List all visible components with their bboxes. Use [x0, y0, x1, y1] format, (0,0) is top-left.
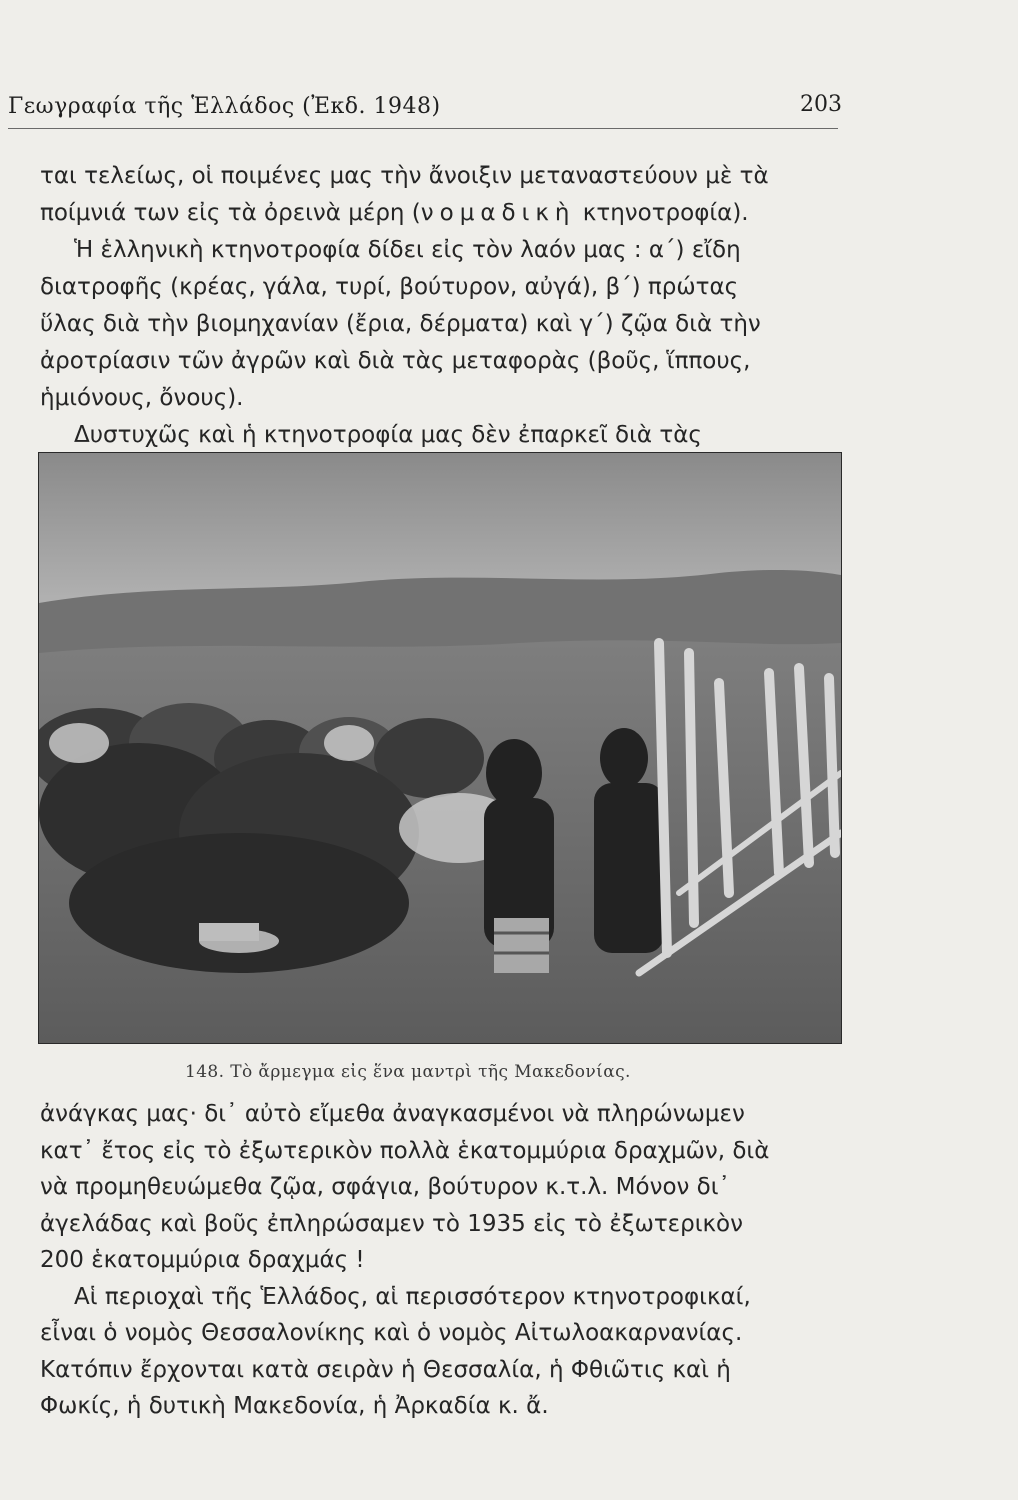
text-line: ὕλας διὰ τὴν βιομηχανίαν (ἔρια, δέρματα) καὶ γ΄) ζῷα διὰ τὴν: [40, 311, 761, 337]
text-line: Δυστυχῶς καὶ ἡ κτηνοτροφία μας δὲν ἐπαρκεῖ διὰ τὰς: [74, 422, 702, 448]
page-number: 203: [800, 92, 842, 117]
text-line: ἀροτρίασιν τῶν ἀγρῶν καὶ διὰ τὰς μεταφορὰς (βοῦς, ἵππους,: [40, 348, 751, 374]
text-line: [40, 195, 840, 232]
text-line: ἀνάγκας μας· δι᾽ αὐτὸ εἴμεθα ἀναγκασμένοι νὰ πληρώνωμεν: [40, 1101, 745, 1127]
text-line: διατροφῆς (κρέας, γάλα, τυρί, βούτυρον, αὐγά), β΄) πρώτας: [40, 274, 739, 300]
stone: [199, 923, 259, 941]
text-line: Ἡ ἑλληνικὴ κτηνοτροφία δίδει εἰς τὸν λαόν μας : α΄) εἴδη: [74, 237, 741, 263]
text-line: Φωκίς, ἡ δυτικὴ Μακεδονία, ἡ Ἀρκαδία κ. ἄ.: [40, 1393, 549, 1419]
figure-photo: [38, 452, 842, 1044]
text-line: Κατόπιν ἔρχονται κατὰ σειρὰν ἡ Θεσσαλία, ἡ Φθιῶτις καὶ ἡ: [40, 1356, 731, 1383]
emphasized-term: νομαδικὴ: [420, 200, 576, 226]
milk-pail: [494, 918, 549, 973]
text-line: ται τελείως, οἱ ποιμένες μας τὴν ἄνοιξιν μεταναστεύουν μὲ τὰ: [40, 163, 769, 189]
running-head: Γεωγραφία τῆς Ἑλλάδος (Ἐκδ. 1948): [8, 94, 441, 119]
text-span: κτηνοτροφία).: [575, 200, 749, 226]
figure-caption: 148. Τὸ ἄρμεγμα εἰς ἕνα μαντρὶ τῆς Μακεδονίας.: [185, 1062, 631, 1082]
text-line: νὰ προμηθευώμεθα ζῷα, σφάγια, βούτυρον κ.τ.λ. Μόνον δι᾽: [40, 1174, 731, 1200]
text-line: Αἱ περιοχαὶ τῆς Ἑλλάδος, αἱ περισσότερον κτηνοτροφικαί,: [74, 1283, 751, 1310]
paragraph-block-bottom: [40, 1096, 840, 1425]
text-line: ἡμιόνους, ὄνους).: [40, 385, 244, 411]
paragraph-block-top: [40, 158, 840, 454]
text-line: εἶναι ὁ νομὸς Θεσσαλονίκης καὶ ὁ νομὸς Αἰτωλοακαρνανίας.: [40, 1320, 743, 1346]
text-span: ποίμνιά των εἰς τὰ ὀρεινὰ μέρη (: [40, 200, 421, 226]
milking-scene-illustration: [39, 453, 841, 1043]
text-line: ἀγελάδας καὶ βοῦς ἐπληρώσαμεν τὸ 1935 εἰς τὸ ἐξωτερικὸν: [40, 1210, 743, 1237]
text-line: 200 ἑκατομμύρια δραχμάς !: [40, 1247, 365, 1273]
text-line: κατ᾽ ἔτος εἰς τὸ ἐξωτερικὸν πολλὰ ἑκατομμύρια δραχμῶν, διὰ: [40, 1137, 770, 1164]
header-rule: [8, 128, 838, 129]
